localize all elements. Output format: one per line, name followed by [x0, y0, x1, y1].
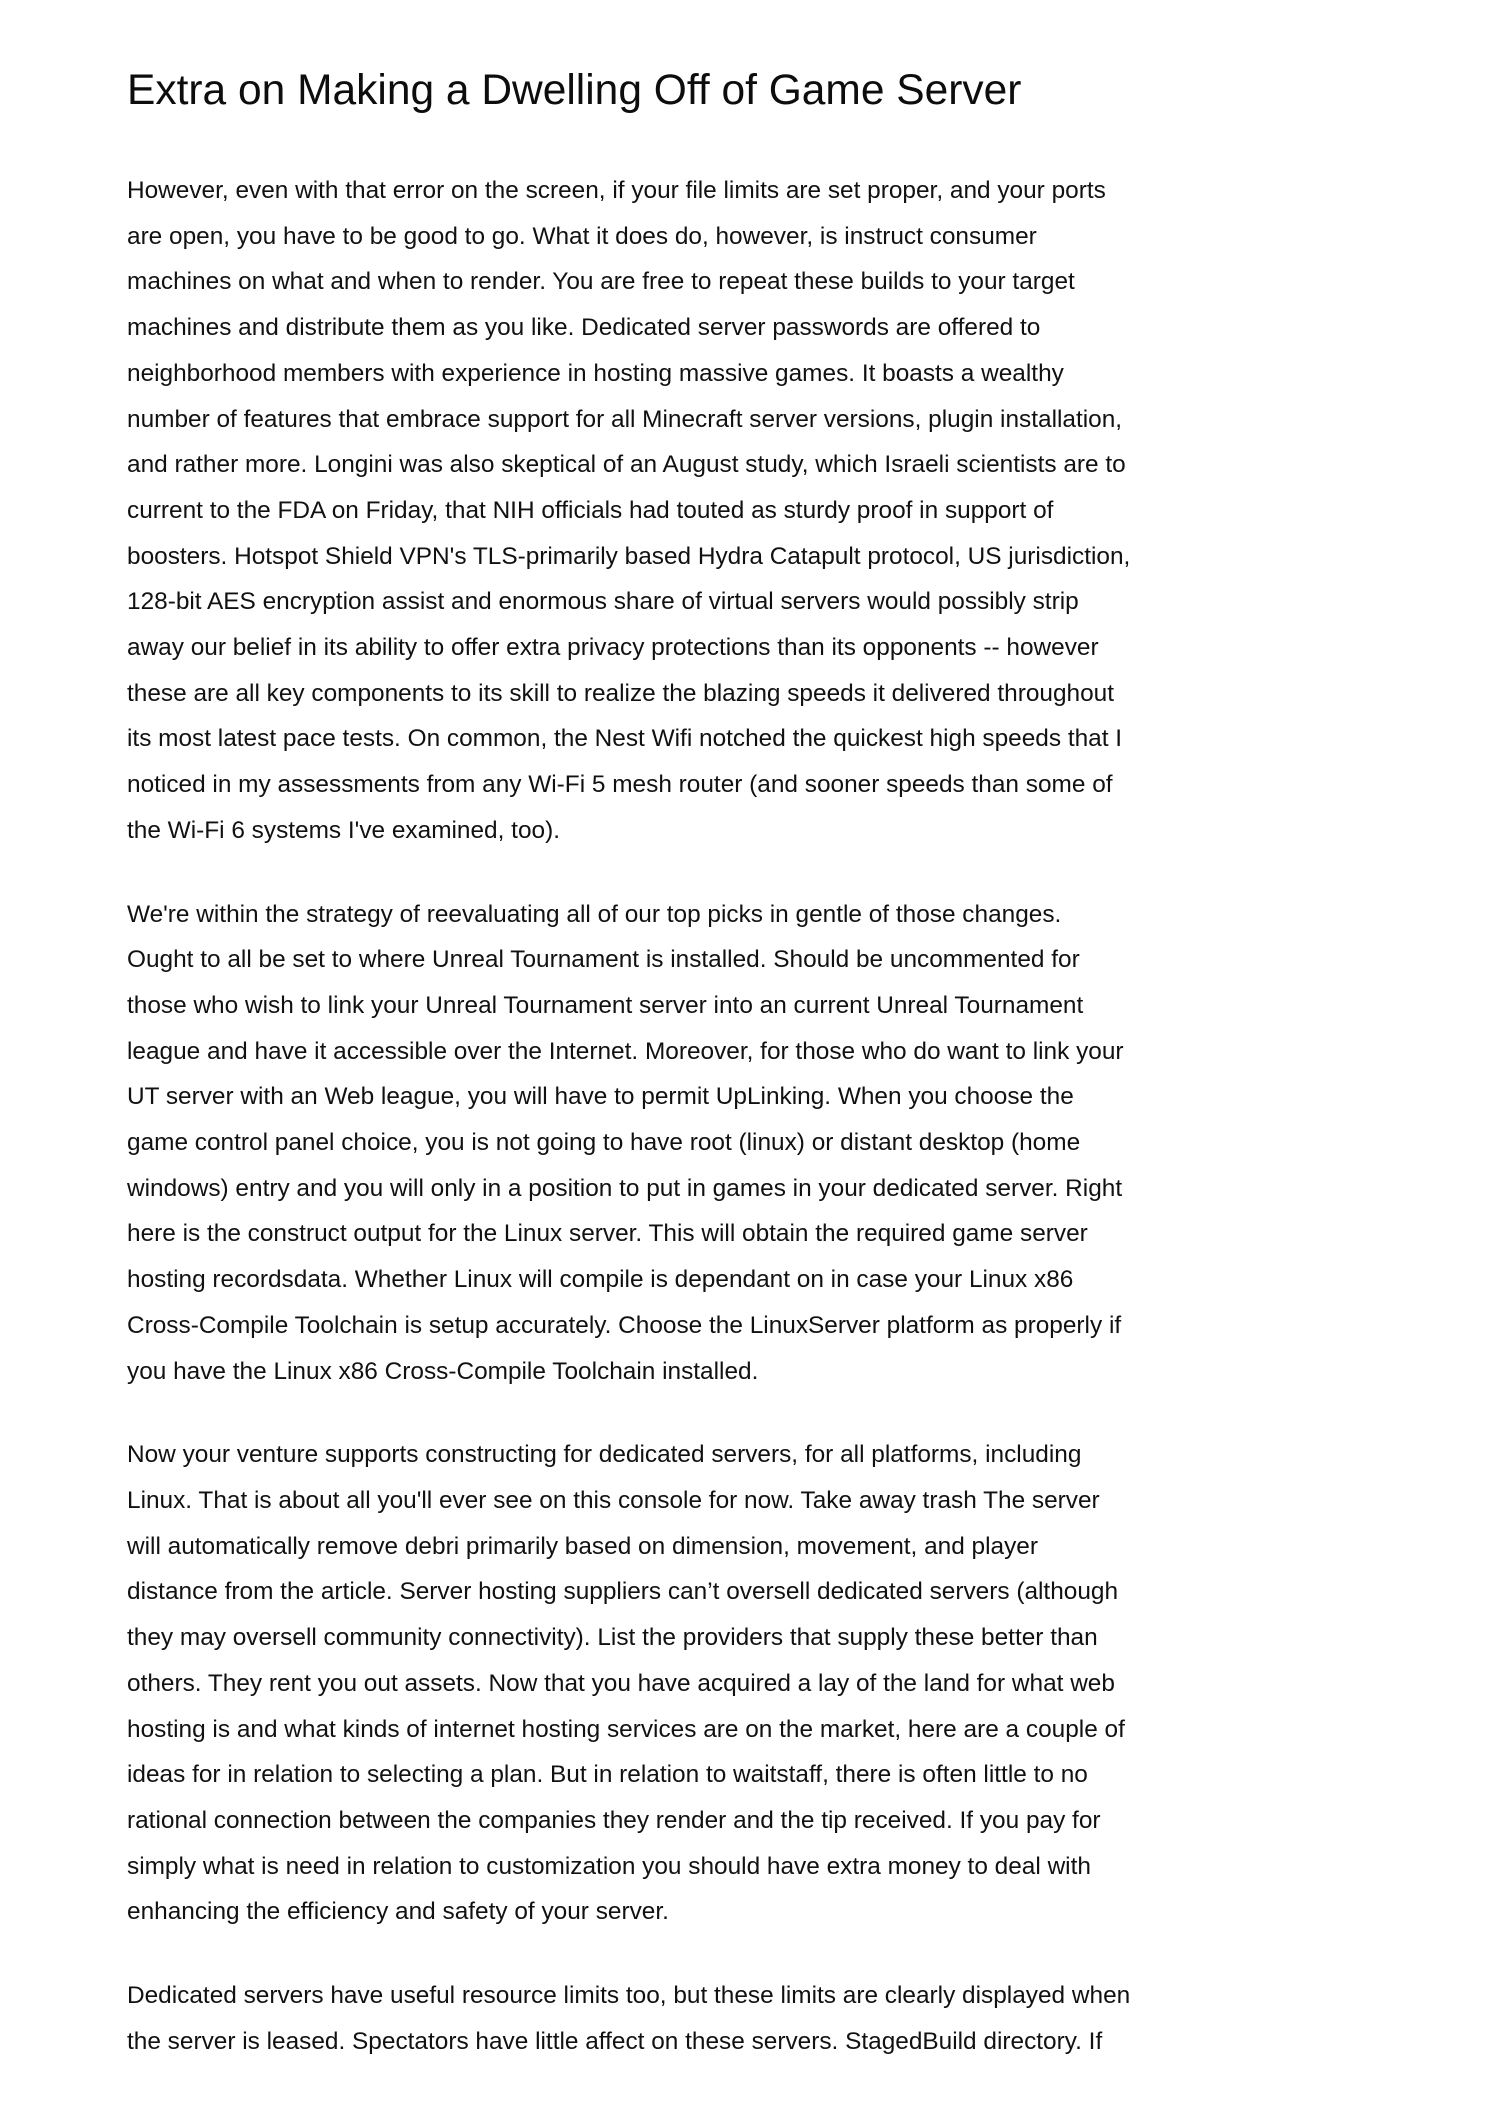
text-line: those who wish to link your Unreal Tournament server into an current Unreal Tournament: [127, 991, 1084, 1019]
text-line: here is the construct output for the Linux server. This will obtain the required game server: [127, 1220, 1088, 1248]
text-line: game control panel choice, you is not going to have root (linux) or distant desktop (home: [127, 1129, 1081, 1157]
text-line: Now your venture supports constructing for dedicated servers, for all platforms, including: [127, 1441, 1082, 1469]
text-line: the server is leased. Spectators have little affect on these servers. StagedBuild directory. If: [127, 2027, 1103, 2055]
text-line: enhancing the efficiency and safety of your server.: [127, 1898, 669, 1926]
text-line: neighborhood members with experience in hosting massive games. It boasts a wealthy: [127, 359, 1064, 387]
text-line: However, even with that error on the screen, if your file limits are set proper, and your ports: [127, 177, 1106, 204]
text-line: number of features that embrace support for all Minecraft server versions, plugin installation,: [127, 405, 1123, 433]
text-line: these are all key components to its skill to realize the blazing speeds it delivered throughout: [127, 679, 1115, 707]
text-line: noticed in my assessments from any Wi-Fi 5 mesh router (and sooner speeds than some of: [127, 771, 1113, 799]
page-title: Extra on Making a Dwelling Off of Game Server: [127, 67, 1022, 114]
text-line: the Wi-Fi 6 systems I've examined, too).: [127, 816, 560, 844]
text-line: rational connection between the companies they render and the tip received. If you pay for: [127, 1806, 1101, 1834]
paragraph-3: [127, 1432, 1427, 1935]
text-line: 128-bit AES encryption assist and enormous share of virtual servers would possibly strip: [127, 588, 1079, 616]
text-line: We're within the strategy of reevaluating all of our top picks in gentle of those changes.: [127, 900, 1062, 928]
text-line: hosting is and what kinds of internet hosting services are on the market, here are a couple of: [127, 1715, 1125, 1743]
text-line: machines on what and when to render. You are free to repeat these builds to your target: [127, 268, 1075, 296]
text-line: windows) entry and you will only in a position to put in games in your dedicated server. Right: [127, 1174, 1123, 1202]
text-line: away our belief in its ability to offer extra privacy protections than its opponents -- however: [127, 634, 1099, 662]
text-line: are open, you have to be good to go. What it does do, however, is instruct consumer: [127, 222, 1037, 250]
text-line: Cross-Compile Toolchain is setup accurately. Choose the LinuxServer platform as properly if: [127, 1311, 1122, 1339]
text-line: UT server with an Web league, you will have to permit UpLinking. When you choose the: [127, 1083, 1074, 1111]
text-line: simply what is need in relation to customization you should have extra money to deal with: [127, 1852, 1091, 1880]
text-line: you have the Linux x86 Cross-Compile Toolchain installed.: [127, 1357, 759, 1385]
text-line: Ought to all be set to where Unreal Tournament is installed. Should be uncommented for: [127, 946, 1080, 974]
article-body: [127, 168, 1427, 2102]
text-line: others. They rent you out assets. Now that you have acquired a lay of the land for what web: [127, 1669, 1115, 1697]
text-line: will automatically remove debri primarily based on dimension, movement, and player: [127, 1532, 1038, 1560]
text-line: machines and distribute them as you like. Dedicated server passwords are offered to: [127, 314, 1041, 342]
text-line: hosting recordsdata. Whether Linux will compile is dependant on in case your Linux x86: [127, 1266, 1074, 1294]
paragraph-4: [127, 1973, 1427, 2064]
text-line: they may oversell community connectivity). List the providers that supply these better than: [127, 1624, 1098, 1652]
paragraph-2: [127, 892, 1427, 1395]
text-line: and rather more. Longini was also skeptical of an August study, which Israeli scientists are to: [127, 451, 1126, 479]
text-line: ideas for in relation to selecting a plan. But in relation to waitstaff, there is often little to no: [127, 1761, 1088, 1789]
paragraph-1: [127, 168, 1427, 854]
text-line: current to the FDA on Friday, that NIH officials had touted as sturdy proof in support of: [127, 496, 1054, 524]
text-line: distance from the article. Server hosting suppliers can’t oversell dedicated servers (although: [127, 1578, 1119, 1606]
text-line: Linux. That is about all you'll ever see on this console for now. Take away trash The server: [127, 1486, 1100, 1514]
text-line: boosters. Hotspot Shield VPN's TLS-primarily based Hydra Catapult protocol, US jurisdiction,: [127, 542, 1131, 570]
text-line: league and have it accessible over the Internet. Moreover, for those who do want to link your: [127, 1037, 1124, 1065]
text-line: its most latest pace tests. On common, the Nest Wifi notched the quickest high speeds that I: [127, 725, 1123, 753]
text-line: Dedicated servers have useful resource limits too, but these limits are clearly displayed when: [127, 1982, 1131, 2010]
